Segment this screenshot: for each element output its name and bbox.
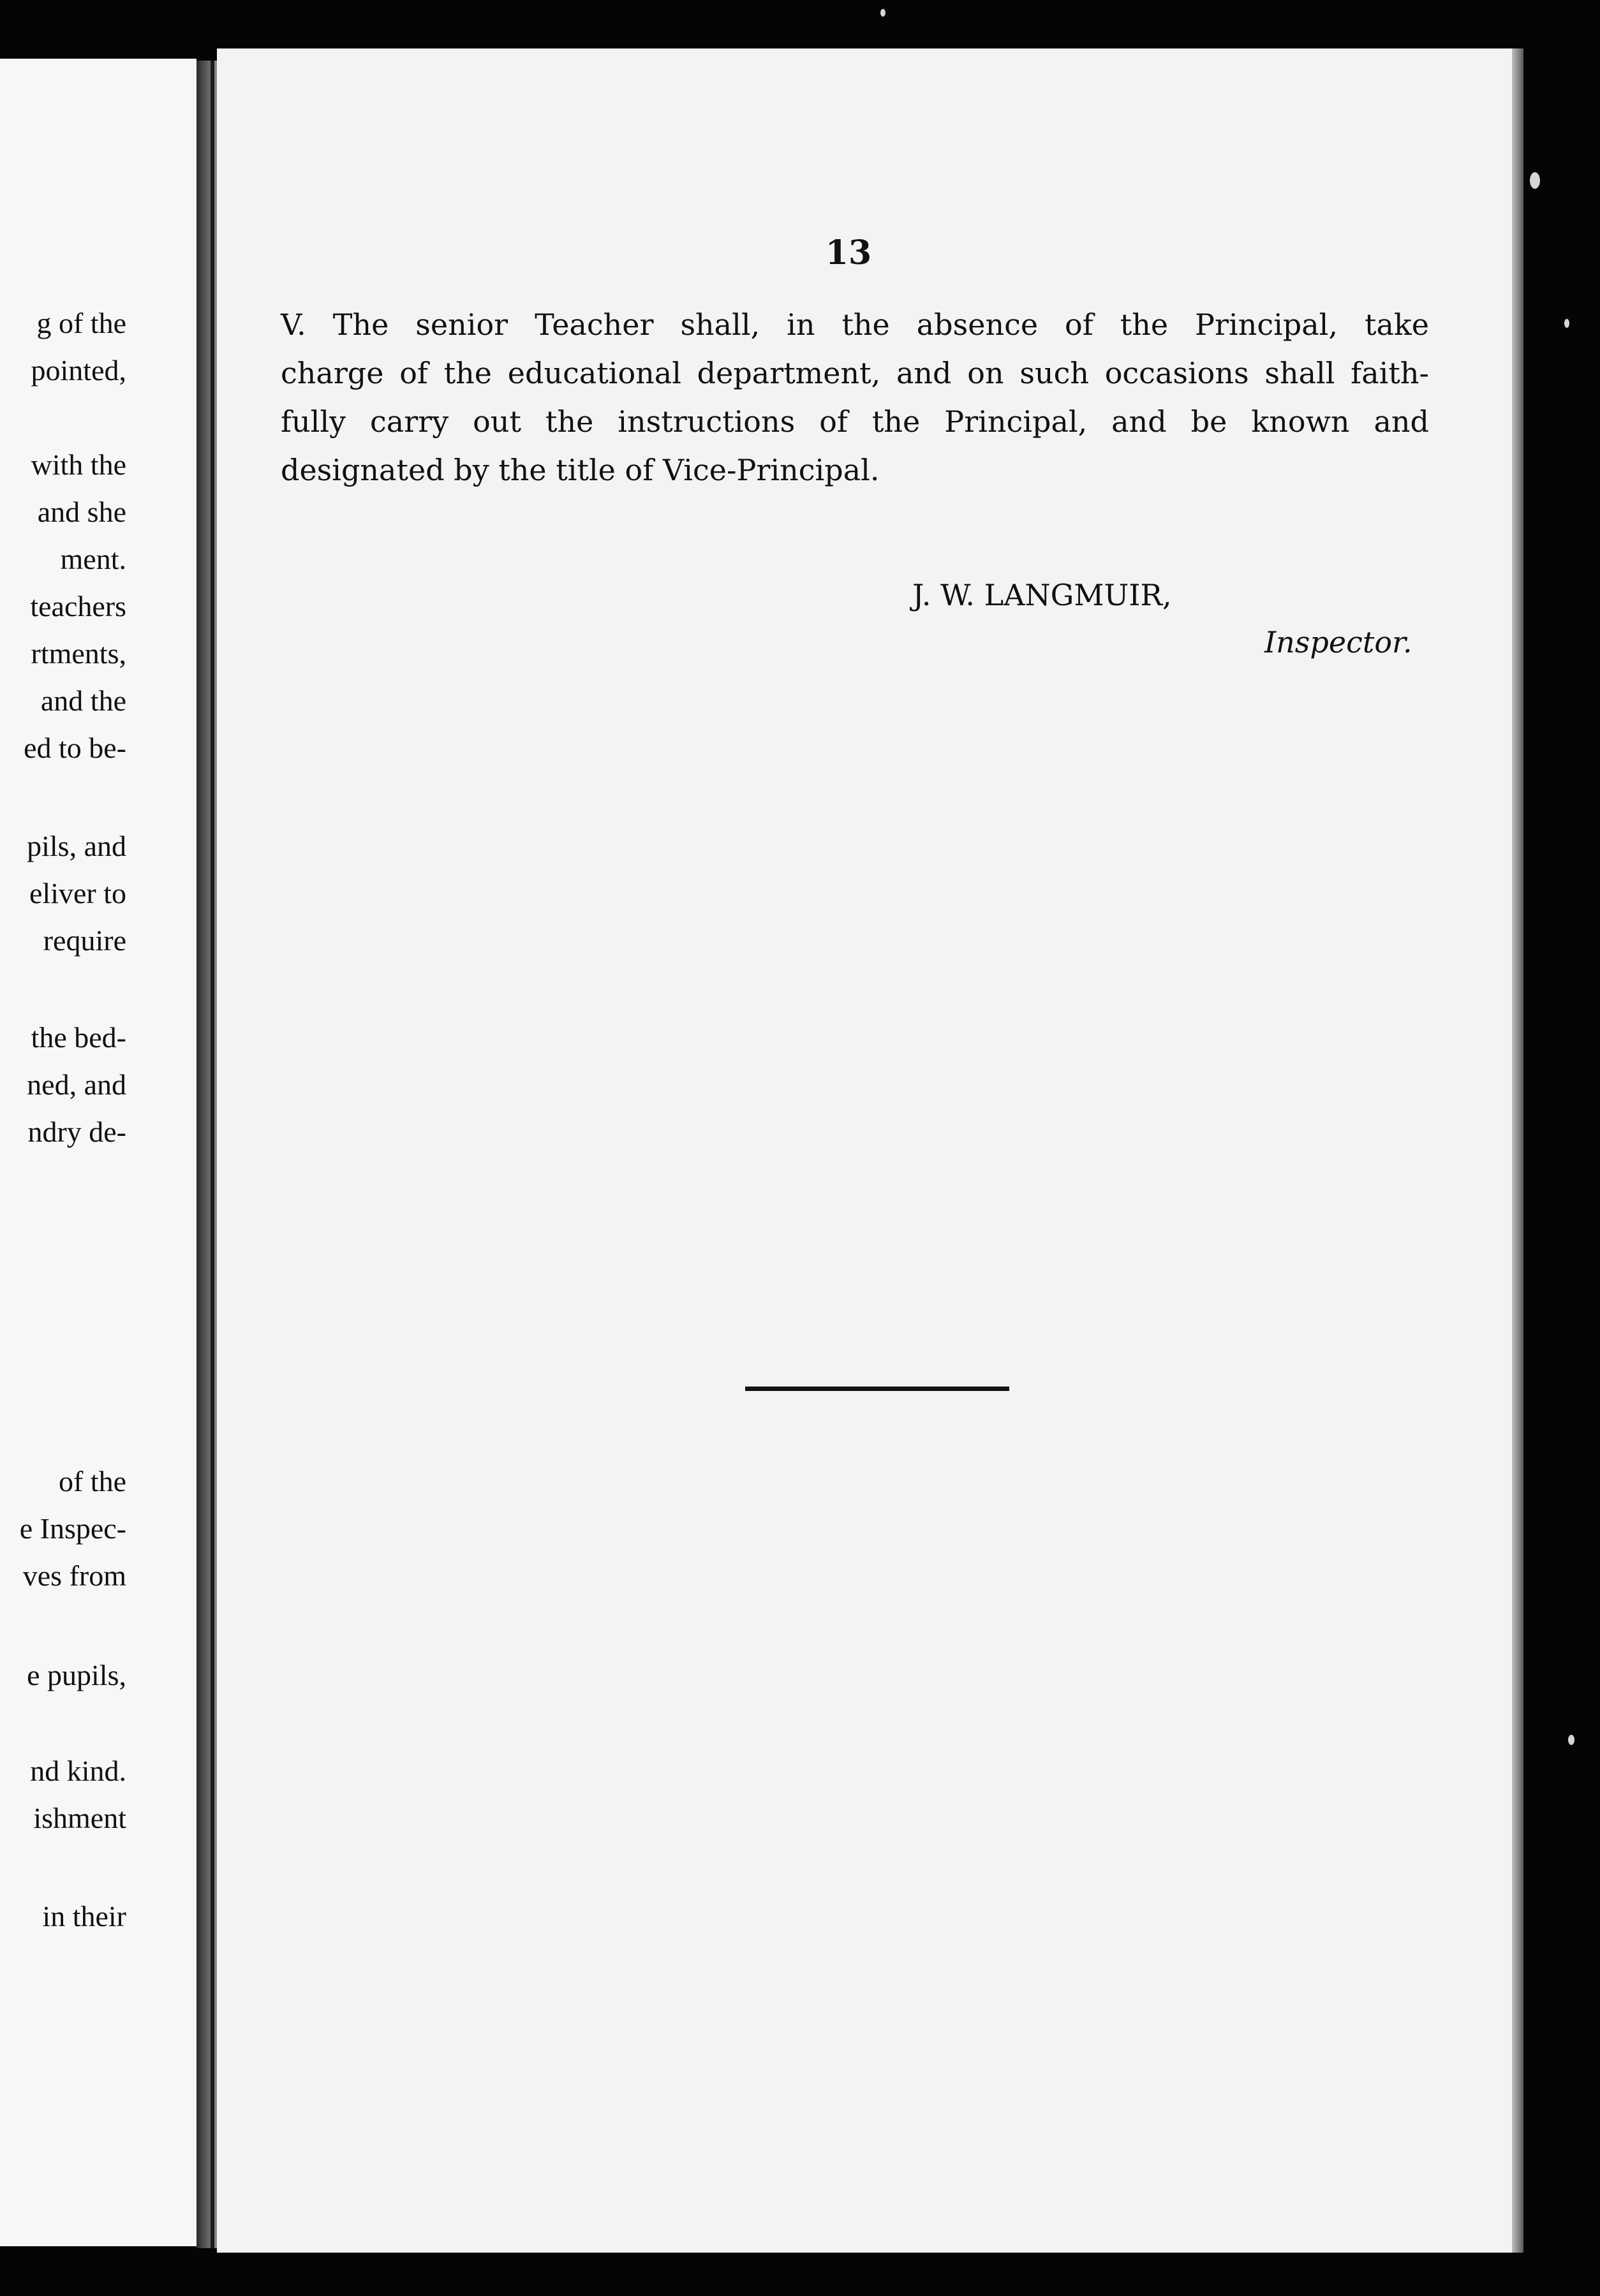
dust-speck xyxy=(880,9,885,17)
previous-page-line: teachers xyxy=(30,590,126,622)
section-v-paragraph xyxy=(281,300,1429,494)
dust-speck xyxy=(1564,319,1569,328)
previous-page-line: ment. xyxy=(60,543,126,575)
page-number: 13 xyxy=(825,233,872,272)
dust-speck xyxy=(1568,1735,1574,1745)
dust-speck xyxy=(1530,172,1540,189)
previous-page-line: pointed, xyxy=(31,354,126,386)
paragraph-line: fully carry out the instructions of the Principal, and be known and xyxy=(281,404,1429,439)
previous-page-line: pils, and xyxy=(27,830,126,862)
previous-page-line: ned, and xyxy=(27,1068,126,1101)
previous-page-line: ed to be- xyxy=(24,732,126,764)
main-page xyxy=(217,48,1512,2253)
previous-page-line: and she xyxy=(37,496,126,528)
previous-page-line: rtments, xyxy=(31,637,126,670)
spine-edge xyxy=(211,61,214,2248)
previous-page-line: require xyxy=(43,924,126,957)
previous-page-line: g of the xyxy=(36,307,126,339)
previous-page-line: ves from xyxy=(22,1559,126,1592)
signatory-title: Inspector. xyxy=(1264,625,1412,659)
previous-page-line: e pupils, xyxy=(27,1659,126,1691)
previous-page-line: the bed- xyxy=(31,1021,126,1054)
previous-page-fragment xyxy=(0,59,196,2246)
paragraph-line: charge of the educational department, and on such occasions shall faith- xyxy=(281,356,1429,390)
previous-page-line: and the xyxy=(40,684,126,717)
page-right-edge xyxy=(1512,48,1523,2253)
previous-page-line: e Inspec- xyxy=(19,1512,126,1545)
previous-page-line: in their xyxy=(42,1900,126,1932)
section-rule xyxy=(745,1387,1009,1391)
previous-page-line: ishment xyxy=(33,1802,126,1834)
paragraph-line: V. The senior Teacher shall, in the absence of the Principal, take xyxy=(281,307,1429,342)
previous-page-line: eliver to xyxy=(29,877,126,909)
previous-page-line: ndry de- xyxy=(27,1115,126,1148)
previous-page-line: with the xyxy=(31,448,126,481)
previous-page-line: of the xyxy=(58,1465,126,1498)
paragraph-line: designated by the title of Vice-Principal. xyxy=(281,453,880,487)
previous-page-line: nd kind. xyxy=(30,1755,126,1787)
signatory-name: J. W. LANGMUIR, xyxy=(912,578,1172,612)
